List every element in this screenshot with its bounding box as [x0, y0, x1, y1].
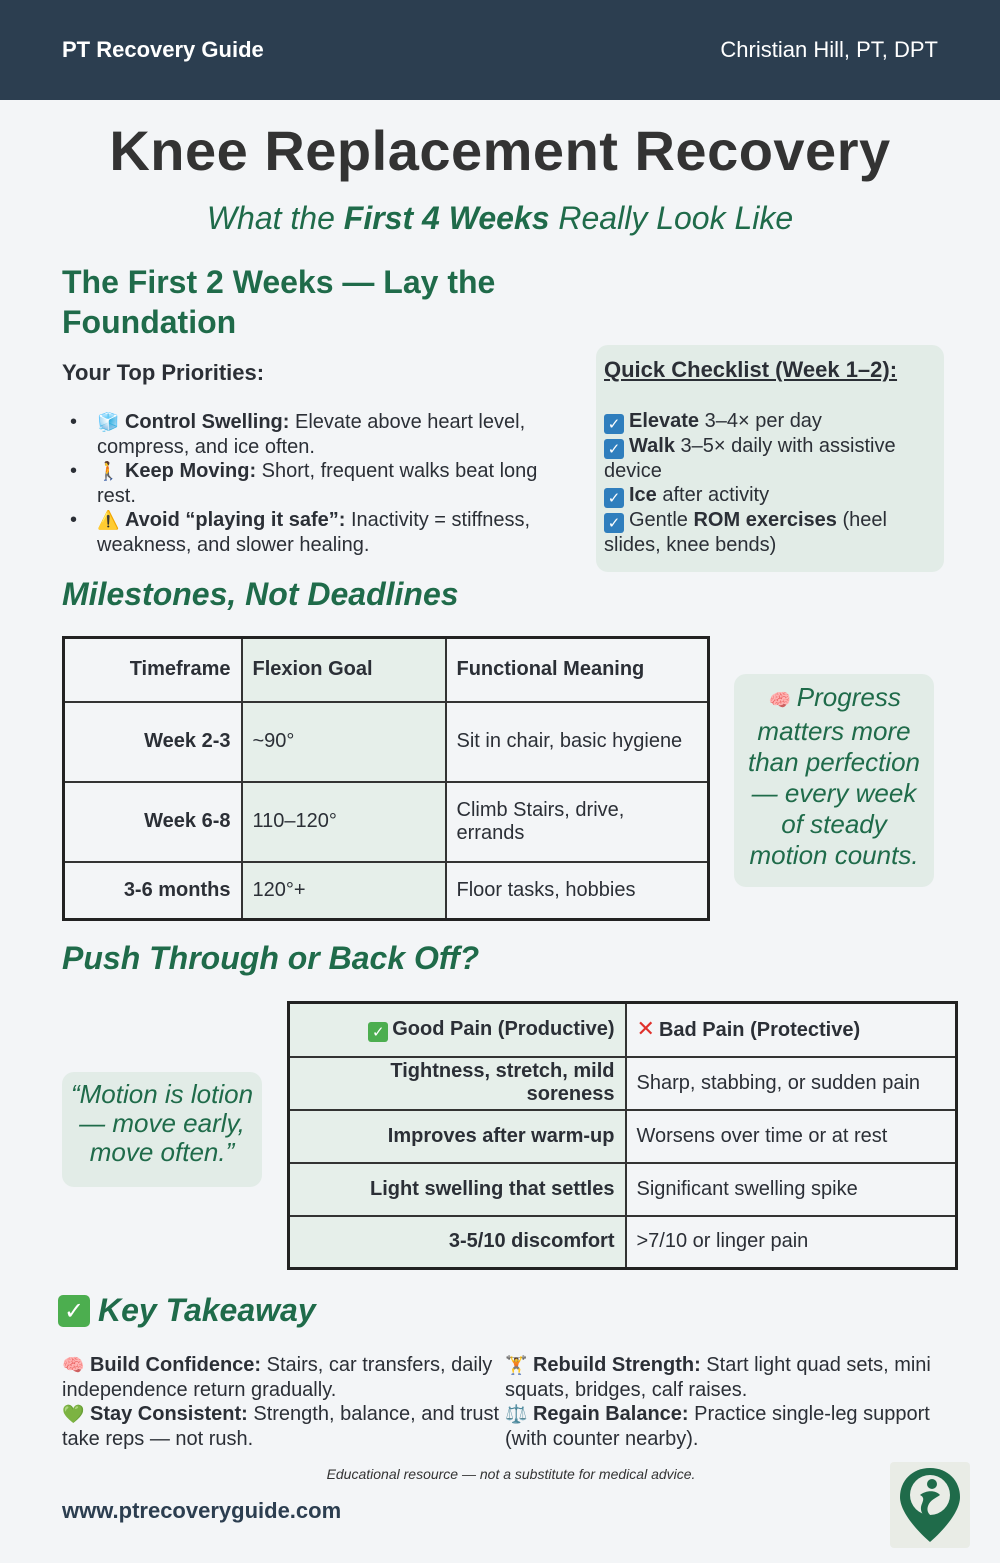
column-header-timeframe: Timeframe [64, 638, 242, 702]
green-heart-icon: 💚 [62, 1404, 85, 1425]
takeaway-label: Build Confidence: [89, 1354, 262, 1376]
function-cell: Sit in chair, basic hygiene [446, 702, 709, 782]
top-header-bar [0, 0, 1000, 100]
subtitle-bold: First 4 Weeks [343, 200, 550, 236]
timeframe-cell: 3-6 months [64, 862, 242, 920]
progress-quote-text: Progress matters more than perfection — every week of steady motion counts. [747, 682, 920, 870]
table-row [289, 1057, 957, 1110]
location-pin-person-icon [890, 1462, 970, 1548]
function-cell: Floor tasks, hobbies [446, 862, 709, 920]
priority-item [62, 410, 562, 459]
table-row [64, 782, 709, 862]
takeaway-label: Rebuild Strength: [532, 1354, 701, 1376]
priorities-list [62, 410, 562, 557]
check-mark-icon: ✓ [368, 1022, 388, 1042]
walking-person-icon: 🚶 [97, 461, 120, 482]
cross-mark-icon: ✕ [636, 1017, 655, 1043]
website-link[interactable]: www.ptrecoveryguide.com [62, 1498, 342, 1523]
good-pain-header-label: Good Pain (Productive) [392, 1017, 615, 1040]
flexion-cell: 120°+ [242, 862, 446, 920]
checklist-item-bold: Elevate [629, 410, 700, 432]
brand-name[interactable]: PT Recovery Guide [62, 37, 264, 62]
takeaway-heading [58, 1292, 316, 1329]
takeaway-item [505, 1353, 945, 1402]
checkbox-checked-icon: ✓ [604, 513, 624, 533]
good-pain-cell: Improves after warm-up [289, 1110, 626, 1163]
ice-cube-icon: 🧊 [97, 412, 120, 433]
takeaway-left-column [62, 1353, 502, 1451]
page-subtitle [0, 200, 1000, 237]
table-header-row [289, 1003, 957, 1057]
bad-pain-cell: Worsens over time or at rest [626, 1110, 957, 1163]
takeaway-heading-label: Key Takeaway [98, 1292, 316, 1328]
good-pain-cell: 3-5/10 discomfort [289, 1216, 626, 1269]
checklist-item-post: (heel slides, knee bends) [604, 509, 887, 556]
check-mark-icon: ✓ [58, 1295, 90, 1327]
checklist-item-post: 3–5× daily with assistive device [604, 435, 896, 482]
progress-quote-box [734, 674, 934, 887]
milestones-table [62, 636, 710, 921]
table-row [64, 702, 709, 782]
warning-icon: ⚠️ [97, 510, 120, 531]
good-pain-cell: Tightness, stretch, mild soreness [289, 1057, 626, 1110]
subtitle-pre: What the [206, 200, 344, 236]
takeaway-item [62, 1353, 502, 1402]
timeframe-cell: Week 6-8 [64, 782, 242, 862]
checkbox-checked-icon: ✓ [604, 439, 624, 459]
motion-quote-text: “Motion is lotion — move early, move often.” [70, 1079, 254, 1167]
quick-checklist-box [596, 345, 944, 572]
checklist-item-post: after activity [656, 484, 770, 506]
checklist-item-post: 3–4× per day [699, 410, 822, 432]
timeframe-cell: Week 2-3 [64, 702, 242, 782]
brain-icon: 🧠 [62, 1355, 85, 1376]
function-cell: Climb Stairs, drive, errands [446, 782, 709, 862]
good-pain-header [289, 1003, 626, 1057]
checklist-item [604, 434, 936, 483]
balance-scale-icon: ⚖️ [505, 1404, 528, 1425]
takeaway-text: Practice single-leg support (with counter nearby). [505, 1403, 930, 1450]
takeaway-right-column [505, 1353, 945, 1451]
table-header-row [64, 638, 709, 702]
checklist-item-bold: Ice [629, 484, 657, 506]
priority-text: Elevate above heart level, compress, and ice often. [97, 411, 526, 458]
logo [890, 1462, 970, 1548]
takeaway-item [62, 1402, 502, 1451]
bad-pain-header [626, 1003, 957, 1057]
milestones-heading: Milestones, Not Deadlines [62, 576, 459, 612]
table-row [289, 1216, 957, 1269]
subtitle-post: Really Look Like [549, 200, 794, 236]
author-name: Christian Hill, PT, DPT [720, 37, 938, 62]
weightlifter-icon: 🏋 [505, 1355, 528, 1376]
priority-label: Keep Moving: [124, 460, 257, 482]
motion-quote-box [62, 1072, 262, 1187]
checkbox-checked-icon: ✓ [604, 488, 624, 508]
bad-pain-header-label: Bad Pain (Protective) [658, 1019, 861, 1042]
column-header-flexion: Flexion Goal [242, 638, 446, 702]
checklist-heading: Quick Checklist (Week 1–2): [604, 357, 898, 382]
takeaway-item [505, 1402, 945, 1451]
priority-item [62, 459, 562, 508]
disclaimer: Educational resource — not a substitute for medical advice. [326, 1466, 696, 1482]
bad-pain-cell: >7/10 or linger pain [626, 1216, 957, 1269]
priority-label: Control Swelling: [124, 411, 290, 433]
priority-item [62, 508, 562, 557]
priority-text: Short, frequent walks beat long rest. [97, 460, 538, 507]
checklist-item [604, 483, 936, 508]
column-header-function: Functional Meaning [446, 638, 709, 702]
brain-icon: 🧠 [767, 690, 790, 711]
table-row [64, 862, 709, 920]
priorities-label: Your Top Priorities: [62, 360, 265, 385]
flexion-cell: 110–120° [242, 782, 446, 862]
checklist-item-pre: Gentle [629, 509, 694, 531]
checklist-item [604, 508, 936, 557]
table-row [289, 1163, 957, 1216]
pain-heading: Push Through or Back Off? [62, 940, 480, 976]
table-row [289, 1110, 957, 1163]
takeaway-text: Stairs, car transfers, daily independence return gradually. [62, 1354, 493, 1401]
checklist-item [604, 409, 936, 434]
foundation-heading: The First 2 Weeks — Lay the Foundation [62, 264, 496, 340]
takeaway-text: Start light quad sets, mini squats, bridges, calf raises. [505, 1354, 931, 1401]
bad-pain-cell: Significant swelling spike [626, 1163, 957, 1216]
checklist-item-bold: Walk [629, 435, 675, 457]
good-pain-cell: Light swelling that settles [289, 1163, 626, 1216]
priority-text: Inactivity = stiffness, weakness, and slower healing. [97, 509, 531, 556]
takeaway-label: Regain Balance: [532, 1403, 689, 1425]
bad-pain-cell: Sharp, stabbing, or sudden pain [626, 1057, 957, 1110]
page-title: Knee Replacement Recovery [109, 119, 891, 182]
pain-table [287, 1001, 958, 1270]
checkbox-checked-icon: ✓ [604, 414, 624, 434]
takeaway-label: Stay Consistent: [89, 1403, 248, 1425]
flexion-cell: ~90° [242, 702, 446, 782]
takeaway-text: Strength, balance, and trust take reps — not rush. [62, 1403, 500, 1450]
priority-label: Avoid “playing it safe”: [124, 509, 346, 531]
checklist-item-bold: ROM exercises [693, 509, 837, 531]
